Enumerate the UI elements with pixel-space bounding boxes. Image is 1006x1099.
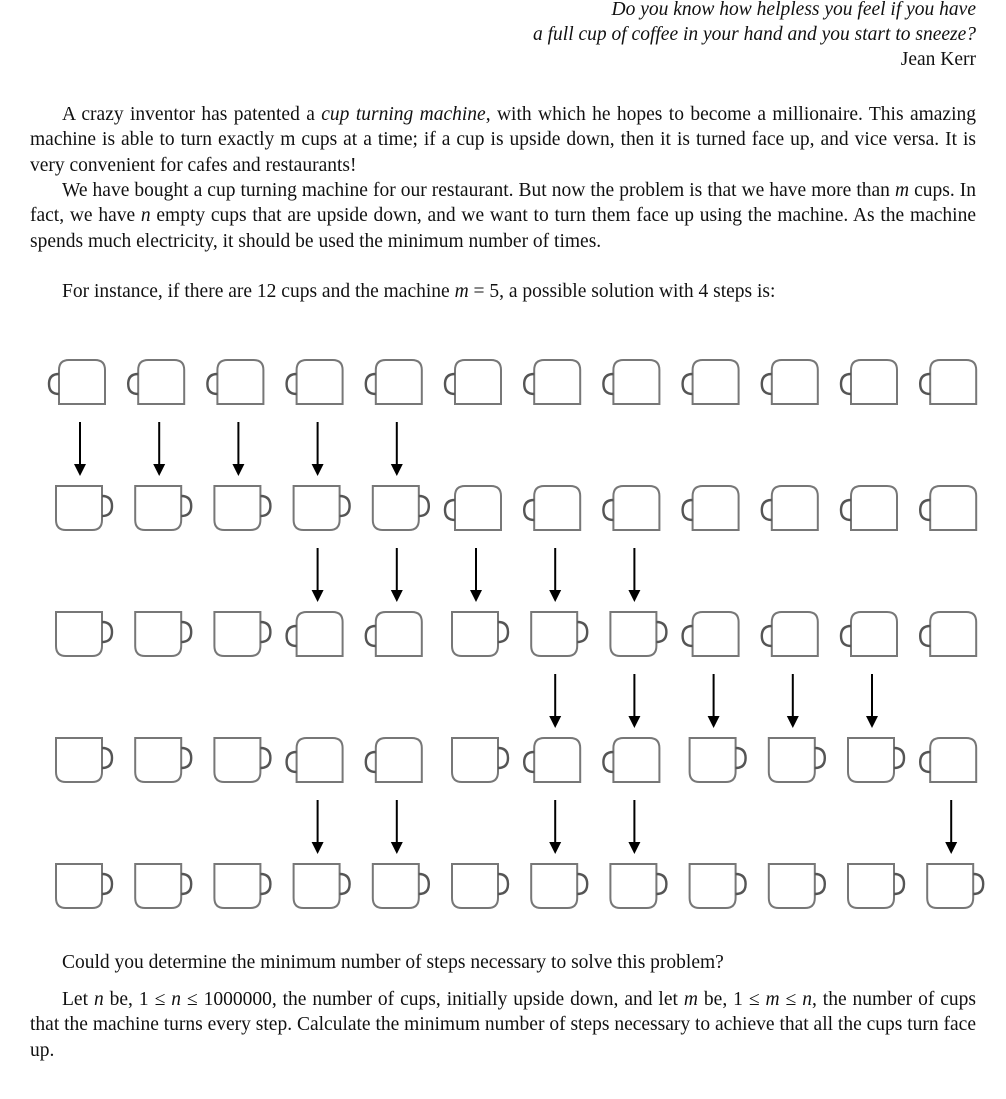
cup-body <box>56 486 102 530</box>
arrow-down-icon <box>628 800 640 854</box>
cup-body <box>693 360 739 404</box>
cup-face-up-icon <box>135 612 191 656</box>
arrow-down-icon <box>866 674 878 728</box>
cup-handle <box>841 500 851 520</box>
cup-face-up-icon <box>690 738 746 782</box>
cup-handle <box>128 374 138 394</box>
intro-paragraph-3 <box>30 279 976 304</box>
cup-face-up-icon <box>294 486 350 530</box>
constraints-text: , the number of cups that the machine turns every step. Calculate the minimum number of steps necessary to achieve that all the cups turn face up. <box>30 989 977 1061</box>
cup-upside-down-icon <box>49 360 105 404</box>
cup-handle <box>656 622 666 642</box>
cup-body <box>135 486 181 530</box>
cup-face-up-icon <box>56 486 112 530</box>
cup-face-up-icon <box>56 738 112 782</box>
cup-handle <box>603 752 613 772</box>
cup-body <box>927 864 973 908</box>
cup-upside-down-icon <box>841 486 897 530</box>
cup-face-up-icon <box>56 612 112 656</box>
cup-upside-down-icon <box>128 360 184 404</box>
cup-body <box>769 864 815 908</box>
cup-handle <box>287 626 297 646</box>
cup-body <box>772 612 818 656</box>
epigraph-author: Jean Kerr <box>900 49 976 70</box>
arrow-down-icon <box>312 800 324 854</box>
cup-upside-down-icon <box>841 612 897 656</box>
cup-handle <box>181 748 191 768</box>
cup-face-up-icon <box>135 486 191 530</box>
intro-text: , with which he hopes to become a millionaire. This amazing machine is able to turn exactly m cups at a time; if a cup is upside down, then it is turned face up, and vice versa. It is very convenient for cafes and restaurants! <box>30 104 976 176</box>
intro-paragraph-1 <box>30 102 976 178</box>
cup-face-up-icon <box>927 864 983 908</box>
cup-body <box>135 612 181 656</box>
cup-handle <box>736 874 746 894</box>
cup-body <box>455 360 501 404</box>
cup-face-up-icon <box>769 738 825 782</box>
epigraph <box>533 0 976 72</box>
cup-body <box>613 486 659 530</box>
arrow-down-icon <box>787 674 799 728</box>
var-m: m <box>765 989 780 1010</box>
arrow-down-icon <box>549 548 561 602</box>
cup-body <box>848 864 894 908</box>
constraints-text: ≤ 1000000, the number of cups, initially upside down, and let <box>180 989 684 1010</box>
var-n: n <box>140 205 151 227</box>
cup-handle <box>366 752 376 772</box>
cup-upside-down-icon <box>762 486 818 530</box>
cup-handle <box>498 748 508 768</box>
cup-handle <box>260 748 270 768</box>
cup-handle <box>524 752 534 772</box>
cup-upside-down-icon <box>920 612 976 656</box>
cup-face-up-icon <box>135 738 191 782</box>
intro-text: We have bought a cup turning machine for our restaurant. But now the problem is that we have more than <box>62 180 895 201</box>
cup-handle <box>498 622 508 642</box>
arrow-down-icon <box>708 674 720 728</box>
cup-upside-down-icon <box>683 612 739 656</box>
cup-body <box>59 360 105 404</box>
cup-handle <box>260 622 270 642</box>
cup-body <box>56 738 102 782</box>
intro-text: = 5, a possible solution with 4 steps is: <box>468 281 776 302</box>
cup-body <box>56 864 102 908</box>
cup-upside-down-icon <box>207 360 263 404</box>
cup-face-up-icon <box>610 612 666 656</box>
question-text: Could you determine the minimum number of steps necessary to solve this problem? <box>62 952 724 973</box>
epigraph-line-2: a full cup of coffee in your hand and you start to sneeze? <box>532 24 976 45</box>
var-m: m <box>454 281 469 302</box>
cup-body <box>56 612 102 656</box>
cup-handle <box>920 752 930 772</box>
cup-body <box>217 360 263 404</box>
cup-upside-down-icon <box>287 738 343 782</box>
cup-handle <box>736 748 746 768</box>
cup-body <box>297 612 343 656</box>
cup-body <box>452 612 498 656</box>
cup-handle <box>683 374 693 394</box>
cup-upside-down-icon <box>603 486 659 530</box>
var-n: n <box>93 989 104 1010</box>
cup-body <box>690 864 736 908</box>
cup-upside-down-icon <box>366 612 422 656</box>
cup-handle <box>260 874 270 894</box>
cup-body <box>769 738 815 782</box>
cup-handle <box>894 748 904 768</box>
arrow-down-icon <box>232 422 244 476</box>
cup-body <box>851 360 897 404</box>
cup-turning-figure <box>0 340 1006 930</box>
cup-body <box>214 738 260 782</box>
cup-body <box>294 864 340 908</box>
cup-body <box>376 738 422 782</box>
cup-body <box>613 360 659 404</box>
arrow-down-icon <box>628 548 640 602</box>
cup-body <box>930 612 976 656</box>
cup-upside-down-icon <box>603 360 659 404</box>
cup-body <box>214 612 260 656</box>
cup-face-up-icon <box>452 738 508 782</box>
cup-handle <box>102 622 112 642</box>
cup-face-up-icon <box>135 864 191 908</box>
cup-body <box>452 738 498 782</box>
cup-handle <box>920 374 930 394</box>
cup-face-up-icon <box>690 864 746 908</box>
cup-handle <box>445 500 455 520</box>
cup-face-up-icon <box>214 864 270 908</box>
cup-handle <box>524 374 534 394</box>
var-n: n <box>802 989 812 1010</box>
cup-upside-down-icon <box>445 486 501 530</box>
cup-upside-down-icon <box>762 360 818 404</box>
cup-handle <box>524 500 534 520</box>
var-m: m <box>683 989 698 1010</box>
intro-text: empty cups that are upside down, and we want to turn them face up using the machine. As the machine spends much electricity, it should be used the minimum number of times. <box>30 205 976 252</box>
cup-handle <box>603 500 613 520</box>
cup-body <box>534 360 580 404</box>
cup-handle <box>419 496 429 516</box>
constraints-text: be, 1 ≤ <box>697 989 766 1010</box>
arrow-down-icon <box>549 800 561 854</box>
cup-body <box>613 738 659 782</box>
cup-body <box>693 486 739 530</box>
cup-handle <box>181 622 191 642</box>
cup-handle <box>445 374 455 394</box>
cup-body <box>455 486 501 530</box>
cup-body <box>851 612 897 656</box>
cup-body <box>534 738 580 782</box>
cup-handle <box>577 874 587 894</box>
cup-face-up-icon <box>531 612 587 656</box>
cup-body <box>534 486 580 530</box>
arrow-down-icon <box>549 674 561 728</box>
cup-upside-down-icon <box>920 360 976 404</box>
cup-body <box>135 738 181 782</box>
cup-upside-down-icon <box>287 360 343 404</box>
arrow-down-icon <box>945 800 957 854</box>
arrow-down-icon <box>470 548 482 602</box>
cup-handle <box>181 496 191 516</box>
cup-face-up-icon <box>56 864 112 908</box>
cup-body <box>848 738 894 782</box>
cup-face-up-icon <box>769 864 825 908</box>
cup-handle <box>419 874 429 894</box>
question-paragraph <box>30 950 976 975</box>
cup-body <box>214 486 260 530</box>
cup-face-up-icon <box>531 864 587 908</box>
cup-upside-down-icon <box>920 738 976 782</box>
cup-handle <box>49 374 59 394</box>
cup-face-up-icon <box>294 864 350 908</box>
cup-face-up-icon <box>373 486 429 530</box>
cup-handle <box>498 874 508 894</box>
epigraph-line-1: Do you know how helpless you feel if you have <box>611 0 976 20</box>
cup-body <box>531 864 577 908</box>
cup-body <box>373 864 419 908</box>
cup-diagram <box>0 340 1006 930</box>
cup-handle <box>841 626 851 646</box>
cup-handle <box>366 626 376 646</box>
cup-handle <box>973 874 983 894</box>
intro-paragraph-2 <box>30 178 976 254</box>
cup-upside-down-icon <box>287 612 343 656</box>
cup-face-up-icon <box>452 612 508 656</box>
cup-body <box>294 486 340 530</box>
cup-handle <box>102 496 112 516</box>
intro-text: cups. In fact, we have <box>30 180 976 227</box>
cup-handle <box>894 874 904 894</box>
cup-handle <box>340 874 350 894</box>
cup-body <box>135 864 181 908</box>
cup-handle <box>683 500 693 520</box>
intro-text: A crazy inventor has patented a <box>62 104 322 125</box>
cup-upside-down-icon <box>366 738 422 782</box>
cup-face-up-icon <box>214 612 270 656</box>
cup-upside-down-icon <box>683 360 739 404</box>
cup-body <box>376 360 422 404</box>
var-n: n <box>171 989 181 1010</box>
cup-body <box>610 612 656 656</box>
cup-handle <box>920 500 930 520</box>
constraints-text: be, 1 ≤ <box>103 989 172 1010</box>
cup-handle <box>577 622 587 642</box>
cup-body <box>930 486 976 530</box>
cup-handle <box>815 748 825 768</box>
arrow-down-icon <box>74 422 86 476</box>
cup-upside-down-icon <box>524 486 580 530</box>
cup-handle <box>762 626 772 646</box>
constraints-text: Let <box>62 989 94 1010</box>
cup-handle <box>603 374 613 394</box>
cup-face-up-icon <box>610 864 666 908</box>
cup-handle <box>683 626 693 646</box>
cup-body <box>610 864 656 908</box>
cup-body <box>531 612 577 656</box>
cup-body <box>693 612 739 656</box>
cup-handle <box>340 496 350 516</box>
cup-body <box>214 864 260 908</box>
cup-handle <box>181 874 191 894</box>
cup-body <box>297 738 343 782</box>
arrow-down-icon <box>153 422 165 476</box>
arrow-down-icon <box>312 422 324 476</box>
cup-upside-down-icon <box>920 486 976 530</box>
cup-upside-down-icon <box>524 360 580 404</box>
cup-handle <box>102 874 112 894</box>
cup-face-up-icon <box>848 738 904 782</box>
cup-body <box>772 486 818 530</box>
cup-handle <box>287 374 297 394</box>
cup-face-up-icon <box>848 864 904 908</box>
cup-body <box>930 738 976 782</box>
cup-handle <box>656 874 666 894</box>
arrow-down-icon <box>628 674 640 728</box>
cup-upside-down-icon <box>762 612 818 656</box>
cup-face-up-icon <box>452 864 508 908</box>
intro-text: For instance, if there are 12 cups and the machine <box>62 281 455 302</box>
var-m: m <box>894 180 910 201</box>
cup-handle <box>287 752 297 772</box>
cup-handle <box>207 374 217 394</box>
cup-upside-down-icon <box>524 738 580 782</box>
cup-face-up-icon <box>214 738 270 782</box>
cup-handle <box>102 748 112 768</box>
cup-handle <box>920 626 930 646</box>
cup-upside-down-icon <box>445 360 501 404</box>
constraints-paragraph <box>30 987 976 1063</box>
cup-body <box>851 486 897 530</box>
constraints-text: ≤ <box>779 989 803 1010</box>
cup-body <box>690 738 736 782</box>
cup-face-up-icon <box>373 864 429 908</box>
cup-body <box>373 486 419 530</box>
cup-face-up-icon <box>214 486 270 530</box>
cup-body <box>930 360 976 404</box>
cup-handle <box>841 374 851 394</box>
cup-body <box>297 360 343 404</box>
arrow-down-icon <box>391 422 403 476</box>
arrow-down-icon <box>391 548 403 602</box>
cup-upside-down-icon <box>841 360 897 404</box>
cup-body <box>376 612 422 656</box>
cup-handle <box>815 874 825 894</box>
cup-handle <box>762 500 772 520</box>
cup-body <box>138 360 184 404</box>
emphasis-cup-turning-machine: cup turning machine <box>321 104 486 125</box>
cup-body <box>452 864 498 908</box>
arrow-down-icon <box>312 548 324 602</box>
cup-upside-down-icon <box>366 360 422 404</box>
cup-handle <box>366 374 376 394</box>
cup-upside-down-icon <box>603 738 659 782</box>
arrow-down-icon <box>391 800 403 854</box>
cup-body <box>772 360 818 404</box>
cup-handle <box>260 496 270 516</box>
cup-upside-down-icon <box>683 486 739 530</box>
cup-handle <box>762 374 772 394</box>
